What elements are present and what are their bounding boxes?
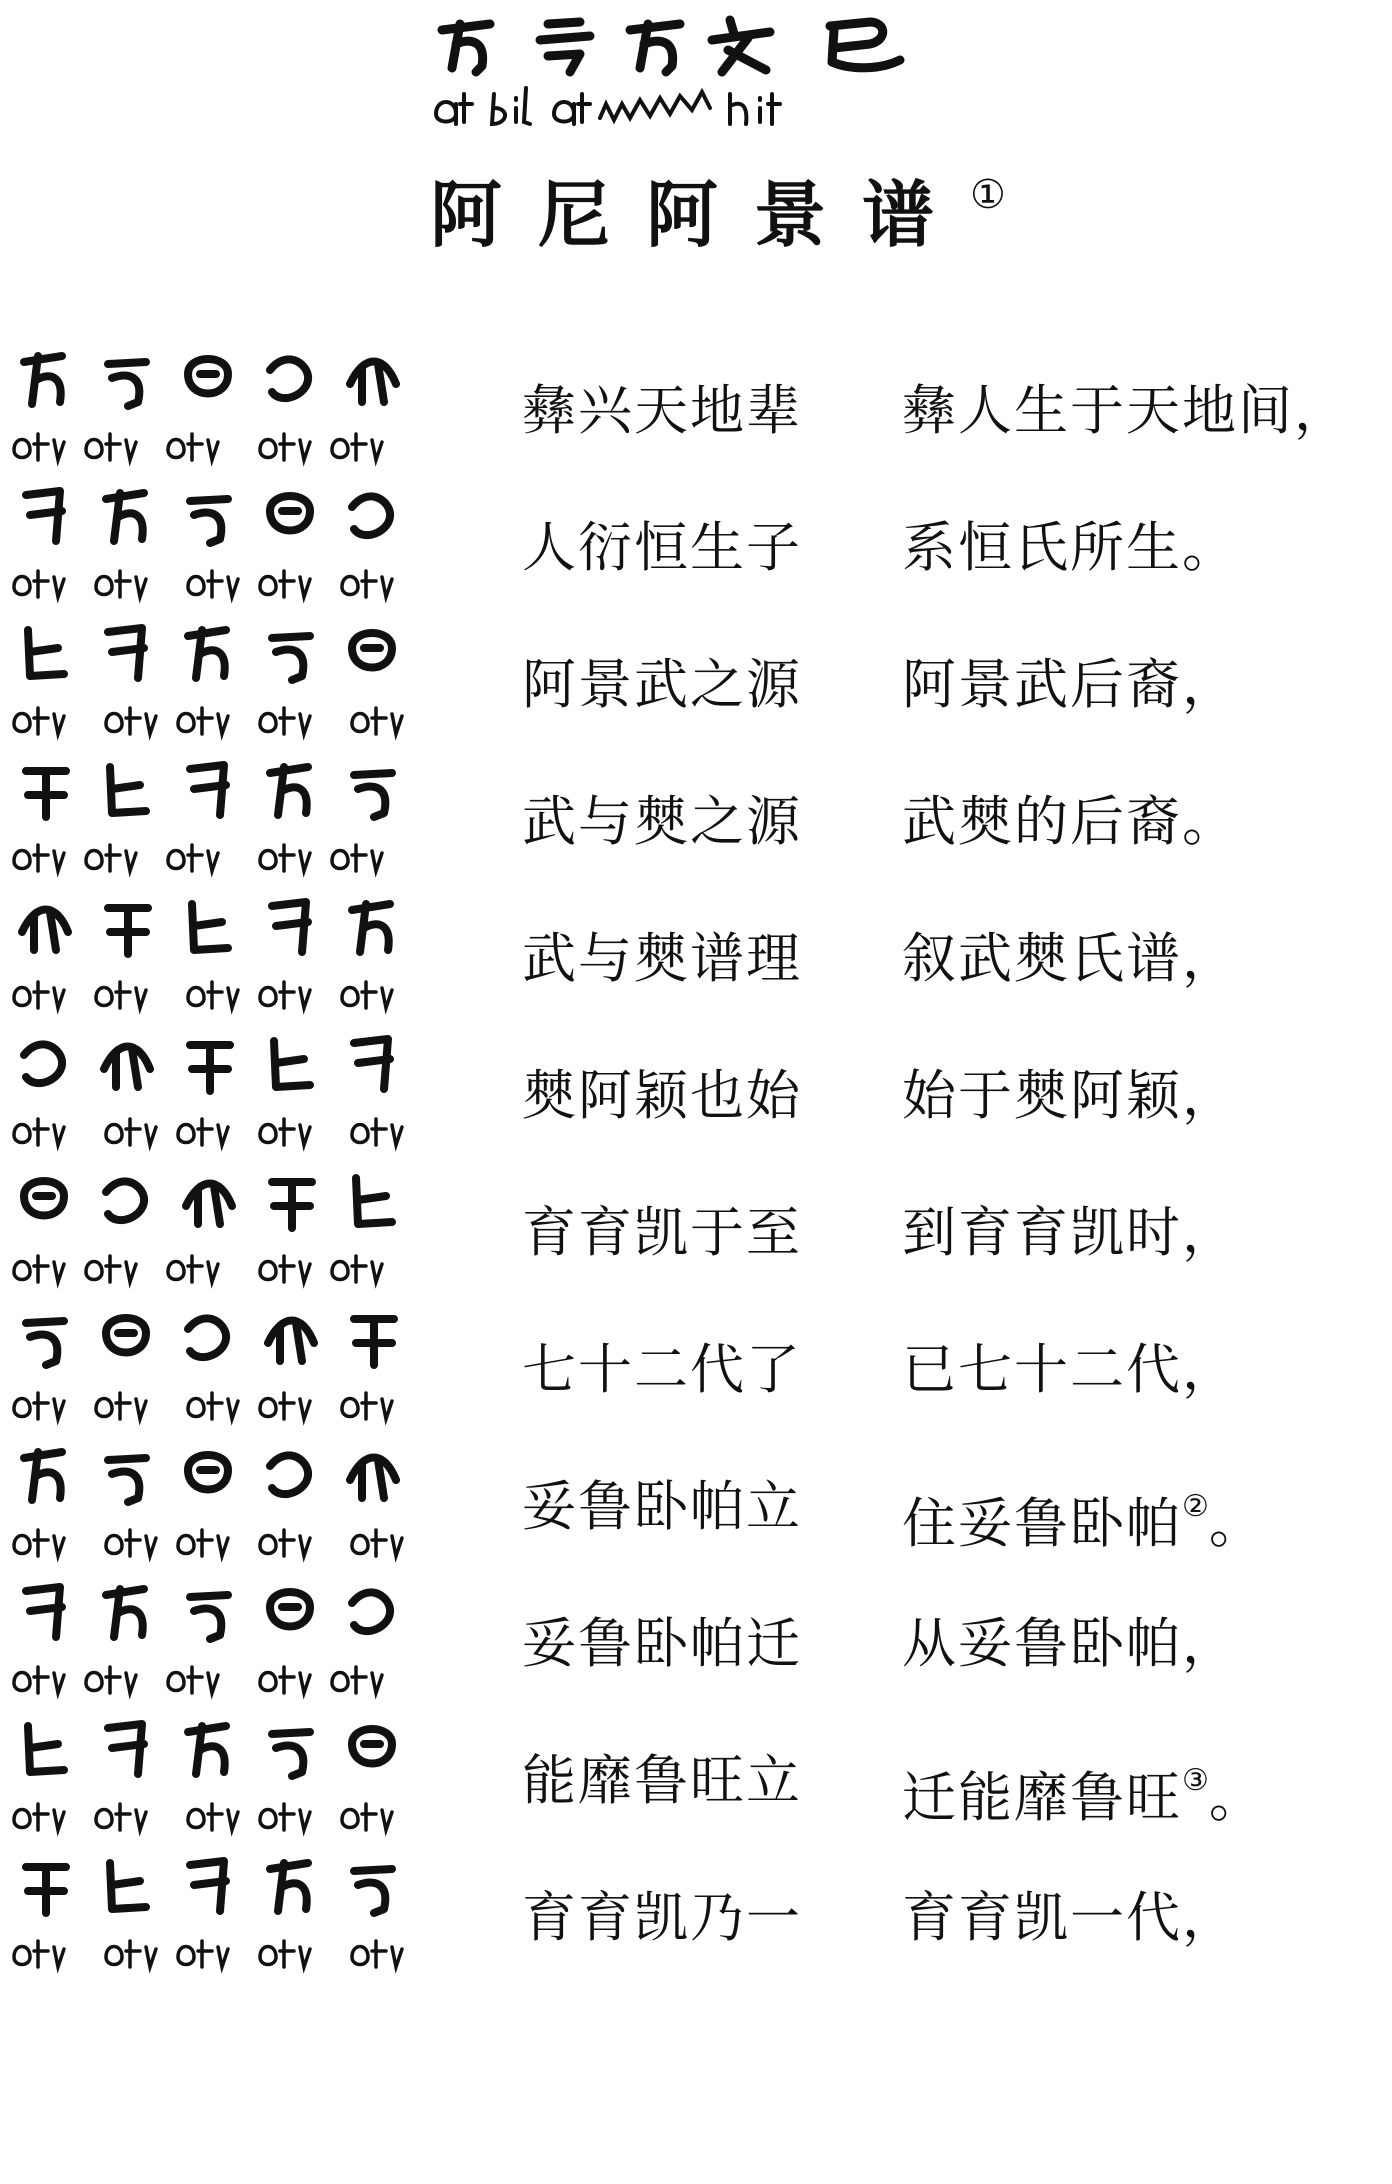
free-translation-text: 阿景武后裔， — [902, 653, 1238, 716]
yi-romanization — [8, 551, 438, 607]
literal-translation: 妥鲁卧帕立 — [522, 1475, 802, 1538]
yi-script-line-image — [8, 612, 438, 752]
free-translation — [902, 515, 1238, 581]
literal-translation: 武与僰之源 — [522, 790, 802, 853]
page-title — [430, 150, 1006, 260]
yi-script-line-image — [8, 338, 438, 478]
free-translation-text: 住妥鲁卧帕 — [902, 1492, 1182, 1555]
free-translation-text: 到育育凯时， — [902, 1201, 1238, 1264]
verse-row — [0, 1015, 1392, 1165]
literal-translation: 僰阿颖也始 — [522, 1064, 802, 1127]
yi-glyphs — [8, 1160, 438, 1240]
yi-script-line-image — [8, 1160, 438, 1300]
free-translation — [902, 1885, 1238, 1951]
free-translation-text: 彝人生于天地间， — [902, 379, 1350, 442]
free-translation — [902, 652, 1238, 718]
free-translation-text: 叙武僰氏谱， — [902, 927, 1238, 990]
verse-row — [0, 330, 1392, 480]
free-translation-text: 已七十二代， — [902, 1338, 1238, 1401]
yi-glyphs — [8, 338, 438, 418]
yi-romanization-title-image — [430, 74, 950, 130]
footnote-marker: ③ — [1182, 1763, 1209, 1798]
yi-romanization — [8, 414, 438, 470]
free-translation — [902, 378, 1350, 444]
verse-row — [0, 1837, 1392, 1987]
free-translation-text: 始于僰阿颖， — [902, 1064, 1238, 1127]
verse-row — [0, 1152, 1392, 1302]
yi-script-line-image — [8, 475, 438, 615]
verse-row — [0, 1700, 1392, 1850]
literal-translation: 武与僰谱理 — [522, 927, 802, 990]
yi-script-line-image — [8, 886, 438, 1026]
yi-romanization — [8, 1647, 438, 1703]
free-translation-text: 系恒氏所生。 — [902, 516, 1238, 579]
free-translation — [902, 1474, 1265, 1557]
literal-translation: 人衍恒生子 — [522, 516, 802, 579]
yi-script-line-image — [8, 749, 438, 889]
yi-script-line-image — [8, 1571, 438, 1711]
free-translation-text: 育育凯一代， — [902, 1886, 1238, 1949]
yi-script-line-image — [8, 1434, 438, 1574]
literal-translation: 育育凯乃一 — [522, 1886, 802, 1949]
page-header — [0, 0, 1392, 260]
yi-script-line-image — [8, 1708, 438, 1848]
free-translation — [902, 1337, 1238, 1403]
verse-row — [0, 741, 1392, 891]
sentence-end-mark: 。 — [1208, 1492, 1265, 1555]
yi-romanization — [8, 1921, 438, 1977]
yi-romanization — [8, 1784, 438, 1840]
yi-glyphs — [8, 1434, 438, 1514]
page-title-text: 阿尼阿景谱 — [430, 172, 971, 257]
yi-romanization — [8, 1099, 438, 1155]
yi-glyphs — [8, 1845, 438, 1925]
free-translation — [902, 926, 1238, 992]
yi-glyphs — [8, 612, 438, 692]
verse-row — [0, 1426, 1392, 1576]
yi-glyphs — [8, 749, 438, 829]
free-translation — [902, 1748, 1265, 1831]
yi-glyphs — [8, 1023, 438, 1103]
free-translation — [902, 1611, 1238, 1677]
free-translation-text: 武僰的后裔。 — [902, 790, 1238, 853]
yi-romanization — [8, 1236, 438, 1292]
verse-row — [0, 1563, 1392, 1713]
yi-glyphs — [8, 475, 438, 555]
yi-script-line-image — [8, 1023, 438, 1163]
yi-romanization — [8, 1510, 438, 1566]
verse-row — [0, 1289, 1392, 1439]
literal-translation: 妥鲁卧帕迁 — [522, 1612, 802, 1675]
yi-glyphs — [8, 1708, 438, 1788]
yi-script-line-image — [8, 1845, 438, 1985]
yi-glyphs — [8, 1297, 438, 1377]
yi-script-title-image — [430, 10, 950, 82]
sentence-end-mark: 。 — [1208, 1766, 1265, 1829]
literal-translation: 彝兴天地辈 — [522, 379, 802, 442]
yi-romanization — [8, 1373, 438, 1429]
verse-row — [0, 467, 1392, 617]
footnote-marker: ② — [1182, 1489, 1209, 1524]
literal-translation: 育育凯于至 — [522, 1201, 802, 1264]
verse-row — [0, 878, 1392, 1028]
yi-glyphs — [8, 1571, 438, 1651]
yi-script-line-image — [8, 1297, 438, 1437]
free-translation — [902, 789, 1238, 855]
yi-romanization — [8, 688, 438, 744]
yi-romanization — [8, 962, 438, 1018]
free-translation-text: 迁能靡鲁旺 — [902, 1766, 1182, 1829]
verse-row — [0, 604, 1392, 754]
yi-glyphs — [8, 886, 438, 966]
free-translation — [902, 1200, 1238, 1266]
literal-translation: 七十二代了 — [522, 1338, 802, 1401]
literal-translation: 能靡鲁旺立 — [522, 1749, 802, 1812]
free-translation-text: 从妥鲁卧帕， — [902, 1612, 1238, 1675]
yi-romanization — [8, 825, 438, 881]
free-translation — [902, 1063, 1238, 1129]
literal-translation: 阿景武之源 — [522, 653, 802, 716]
title-footnote-marker: ① — [970, 172, 1006, 218]
